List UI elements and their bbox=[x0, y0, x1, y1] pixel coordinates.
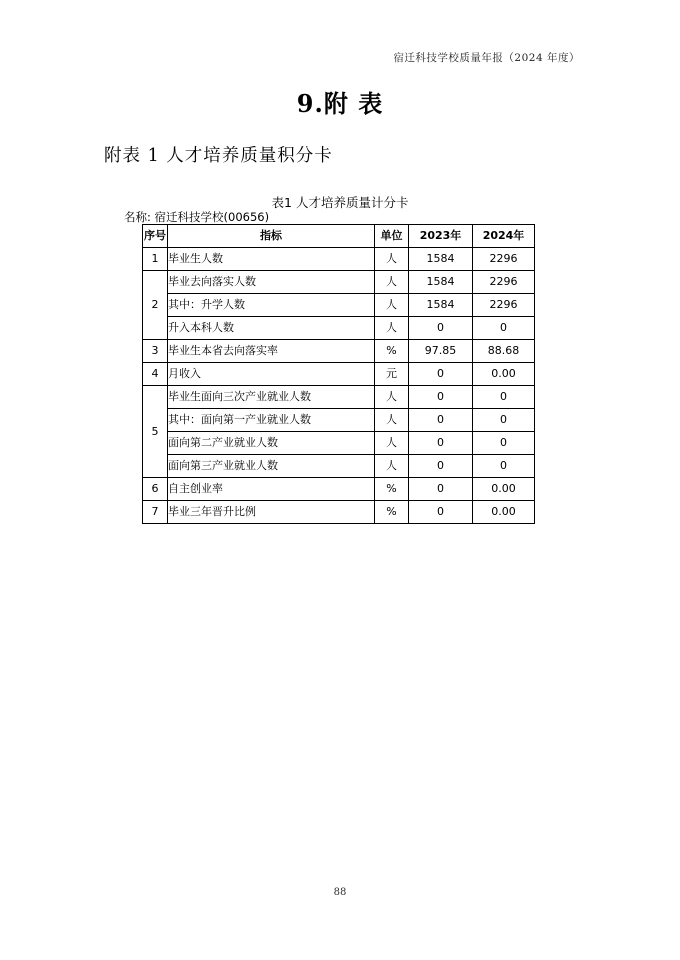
table-row bbox=[143, 501, 535, 524]
header-indicator: 指标 bbox=[168, 225, 375, 248]
row-unit: 人 bbox=[375, 409, 409, 432]
row-value-2024: 0 bbox=[473, 386, 535, 409]
table-row bbox=[143, 271, 535, 294]
row-indicator: 毕业生人数 bbox=[168, 248, 375, 271]
section-title: 9.附 表 bbox=[296, 89, 384, 118]
row-unit: % bbox=[375, 501, 409, 524]
row-indicator: 升入本科人数 bbox=[168, 317, 375, 340]
row-value-2024: 0 bbox=[473, 455, 535, 478]
table-row bbox=[143, 455, 535, 478]
row-unit: 元 bbox=[375, 363, 409, 386]
row-unit: 人 bbox=[375, 386, 409, 409]
row-unit: 人 bbox=[375, 248, 409, 271]
row-indicator: 月收入 bbox=[168, 363, 375, 386]
table-row bbox=[143, 386, 535, 409]
row-indicator: 毕业生本省去向落实率 bbox=[168, 340, 375, 363]
talent-quality-scorecard-table bbox=[142, 224, 535, 524]
row-value-2024: 0 bbox=[473, 432, 535, 455]
watermark-decoration bbox=[83, 297, 120, 335]
row-serial: 6 bbox=[143, 478, 168, 501]
school-name: 名称: 宿迁科技学校(00656) bbox=[124, 210, 270, 224]
row-unit: % bbox=[375, 478, 409, 501]
row-serial: 5 bbox=[143, 386, 168, 478]
row-unit: 人 bbox=[375, 432, 409, 455]
table-row bbox=[143, 363, 535, 386]
row-value-2023: 1584 bbox=[409, 294, 473, 317]
table-row bbox=[143, 409, 535, 432]
row-value-2023: 0 bbox=[409, 363, 473, 386]
row-serial: 1 bbox=[143, 248, 168, 271]
row-value-2024: 0.00 bbox=[473, 363, 535, 386]
row-value-2023: 0 bbox=[409, 455, 473, 478]
table-row bbox=[143, 432, 535, 455]
row-serial: 7 bbox=[143, 501, 168, 524]
row-serial: 2 bbox=[143, 271, 168, 340]
row-value-2024: 0.00 bbox=[473, 501, 535, 524]
row-indicator: 毕业三年晋升比例 bbox=[168, 501, 375, 524]
running-header: 宿迁科技学校质量年报（2024 年度） bbox=[393, 52, 580, 64]
row-unit: 人 bbox=[375, 455, 409, 478]
row-serial: 3 bbox=[143, 340, 168, 363]
row-indicator: 其中：面向第一产业就业人数 bbox=[168, 409, 375, 432]
row-value-2023: 0 bbox=[409, 386, 473, 409]
page-number: 88 bbox=[333, 887, 347, 898]
row-value-2023: 0 bbox=[409, 501, 473, 524]
row-value-2024: 2296 bbox=[473, 294, 535, 317]
header-2024: 2024年 bbox=[473, 225, 535, 248]
row-value-2024: 2296 bbox=[473, 248, 535, 271]
table-row bbox=[143, 294, 535, 317]
row-unit: % bbox=[375, 340, 409, 363]
table-row bbox=[143, 478, 535, 501]
table-caption: 表1 人才培养质量计分卡 bbox=[271, 195, 409, 210]
table-header-row bbox=[143, 225, 535, 248]
table-row bbox=[143, 317, 535, 340]
header-serial: 序号 bbox=[143, 225, 168, 248]
row-value-2024: 0 bbox=[473, 409, 535, 432]
row-indicator: 其中：升学人数 bbox=[168, 294, 375, 317]
row-indicator: 毕业去向落实人数 bbox=[168, 271, 375, 294]
row-value-2023: 0 bbox=[409, 317, 473, 340]
header-2023: 2023年 bbox=[409, 225, 473, 248]
table-row bbox=[143, 340, 535, 363]
row-value-2023: 0 bbox=[409, 432, 473, 455]
row-value-2024: 88.68 bbox=[473, 340, 535, 363]
row-value-2023: 1584 bbox=[409, 248, 473, 271]
row-unit: 人 bbox=[375, 271, 409, 294]
row-value-2024: 0 bbox=[473, 317, 535, 340]
header-unit: 单位 bbox=[375, 225, 409, 248]
row-serial: 4 bbox=[143, 363, 168, 386]
row-value-2024: 0.00 bbox=[473, 478, 535, 501]
row-unit: 人 bbox=[375, 317, 409, 340]
row-indicator: 面向第二产业就业人数 bbox=[168, 432, 375, 455]
row-indicator: 自主创业率 bbox=[168, 478, 375, 501]
row-indicator: 面向第三产业就业人数 bbox=[168, 455, 375, 478]
appendix-title: 附表 1 人才培养质量积分卡 bbox=[104, 146, 333, 166]
row-value-2023: 97.85 bbox=[409, 340, 473, 363]
row-indicator: 毕业生面向三次产业就业人数 bbox=[168, 386, 375, 409]
row-value-2023: 0 bbox=[409, 478, 473, 501]
row-value-2023: 1584 bbox=[409, 271, 473, 294]
row-unit: 人 bbox=[375, 294, 409, 317]
row-value-2024: 2296 bbox=[473, 271, 535, 294]
row-value-2023: 0 bbox=[409, 409, 473, 432]
table-row bbox=[143, 248, 535, 271]
